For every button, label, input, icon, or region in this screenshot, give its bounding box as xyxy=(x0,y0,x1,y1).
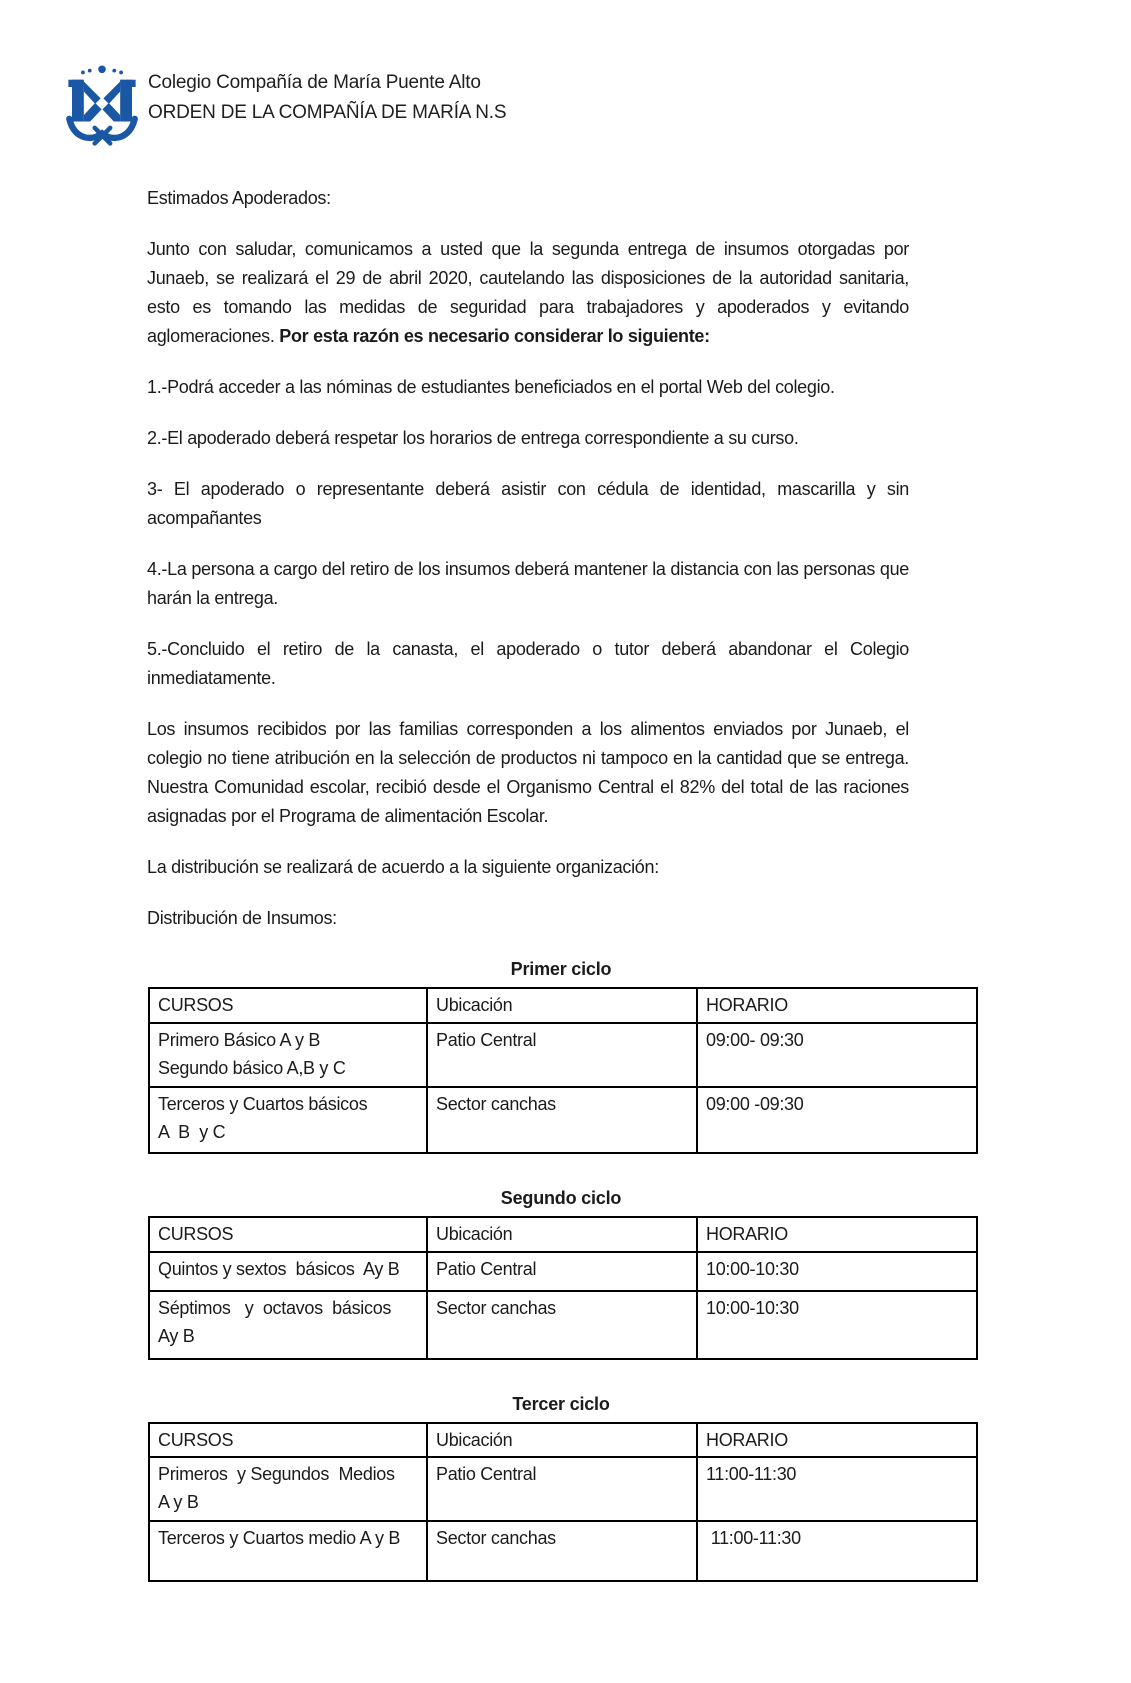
numbered-item-3: 3- El apoderado o representante deberá asistir con cédula de identidad, mascarilla y sin acompañantes xyxy=(147,479,909,528)
column-header-ubicacion: Ubicación xyxy=(427,1217,697,1252)
cell-ubicacion: Patio Central xyxy=(427,1252,697,1291)
cell-ubicacion: Patio Central xyxy=(427,1023,697,1087)
numbered-item-4: 4.-La persona a cargo del retiro de los insumos deberá mantener la distancia con las personas que harán la entrega. xyxy=(147,559,909,608)
table-row xyxy=(149,1521,977,1581)
numbered-item-5: 5.-Concluido el retiro de la canasta, el apoderado o tutor deberá abandonar el Colegio inmediatamente. xyxy=(147,639,909,688)
table-row xyxy=(149,1023,977,1087)
cell-cursos: Terceros y Cuartos básicos A B y C xyxy=(149,1087,427,1153)
cell-cursos: Primero Básico A y B Segundo básico A,B y C xyxy=(149,1023,427,1087)
primer-ciclo-table xyxy=(148,987,978,1154)
column-header-cursos: CURSOS xyxy=(149,988,427,1023)
insumos-paragraph: Los insumos recibidos por las familias corresponden a los alimentos enviados por Junaeb, el colegio no tiene atribución en la selección de productos ni tampoco en la cantidad que se entrega. Nuestra Comunidad escolar, recibió desde el Organismo Central el 82% del total de las raciones asignadas por el Programa de alimentación Escolar. xyxy=(147,719,909,826)
cell-ubicacion: Sector canchas xyxy=(427,1087,697,1153)
cell-ubicacion: Sector canchas xyxy=(427,1291,697,1359)
intro-text: Junto con saludar, comunicamos a usted que la segunda entrega de insumos otorgadas por Junaeb, se realizará el 29 de abril 2020, cautelando las disposiciones de la autoridad sanitaria, esto es tomando las medidas de seguridad para trabajadores y apoderados y evitando aglomeraciones. xyxy=(147,239,909,346)
cell-horario: 11:00-11:30 xyxy=(697,1521,977,1581)
cell-horario: 09:00 -09:30 xyxy=(697,1087,977,1153)
column-header-cursos: CURSOS xyxy=(149,1423,427,1457)
salutation: Estimados Apoderados: xyxy=(147,188,331,208)
cell-ubicacion: Sector canchas xyxy=(427,1521,697,1581)
numbered-item-2: 2.-El apoderado deberá respetar los horarios de entrega correspondiente a su curso. xyxy=(147,428,799,448)
letterhead xyxy=(62,60,506,154)
table-title-segundo-ciclo: Segundo ciclo xyxy=(500,1188,622,1208)
column-header-horario: HORARIO xyxy=(697,988,977,1023)
column-header-ubicacion: Ubicación xyxy=(427,1423,697,1457)
segundo-ciclo-table xyxy=(148,1216,978,1360)
cell-horario: 10:00-10:30 xyxy=(697,1252,977,1291)
table-title-primer-ciclo: Primer ciclo xyxy=(510,959,612,979)
cell-cursos: Terceros y Cuartos medio A y B xyxy=(149,1521,427,1581)
column-header-cursos: CURSOS xyxy=(149,1217,427,1252)
letterhead-line2: ORDEN DE LA COMPAÑÍA DE MARÍA N.S xyxy=(148,102,507,123)
letter-body xyxy=(147,184,909,1582)
school-logo-icon xyxy=(62,60,142,154)
intro-paragraph xyxy=(147,235,909,351)
cell-ubicacion: Patio Central xyxy=(427,1457,697,1521)
cell-cursos: Quintos y sextos básicos Ay B xyxy=(149,1252,427,1291)
numbered-item-1: 1.-Podrá acceder a las nóminas de estudiantes beneficiados en el portal Web del colegio. xyxy=(147,377,835,397)
column-header-horario: HORARIO xyxy=(697,1217,977,1252)
cell-cursos: Séptimos y octavos básicos Ay B xyxy=(149,1291,427,1359)
table-row xyxy=(149,1291,977,1359)
cell-horario: 09:00- 09:30 xyxy=(697,1023,977,1087)
letterhead-line1: Colegio Compañía de María Puente Alto xyxy=(148,72,481,93)
table-row xyxy=(149,1252,977,1291)
intro-bold-text: Por esta razón es necesario considerar lo siguiente: xyxy=(279,326,710,346)
table-title-tercer-ciclo: Tercer ciclo xyxy=(512,1394,610,1414)
cell-horario: 10:00-10:30 xyxy=(697,1291,977,1359)
column-header-ubicacion: Ubicación xyxy=(427,988,697,1023)
tercer-ciclo-table xyxy=(148,1422,978,1582)
column-header-horario: HORARIO xyxy=(697,1423,977,1457)
distribution-line: La distribución se realizará de acuerdo a la siguiente organización: xyxy=(147,857,659,877)
cell-cursos: Primeros y Segundos Medios A y B xyxy=(149,1457,427,1521)
cell-horario: 11:00-11:30 xyxy=(697,1457,977,1521)
distribution-label: Distribución de Insumos: xyxy=(147,908,337,928)
table-row xyxy=(149,1457,977,1521)
table-row xyxy=(149,1087,977,1153)
